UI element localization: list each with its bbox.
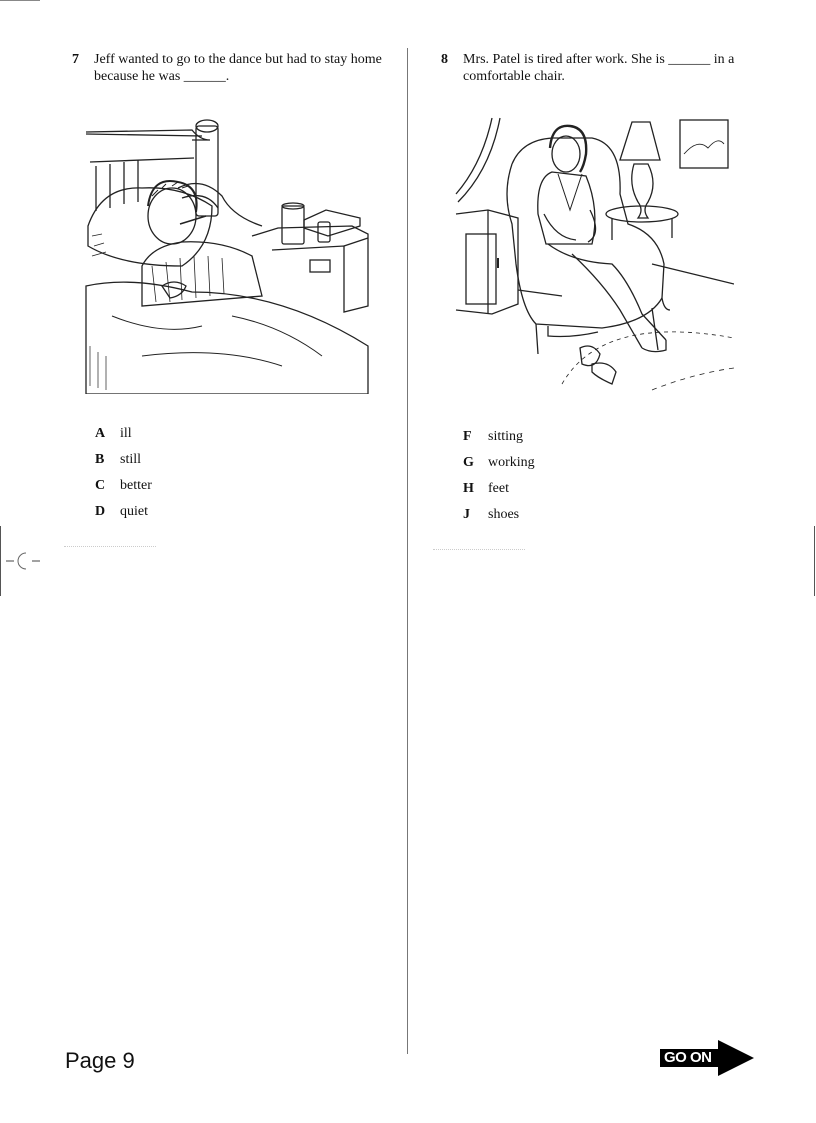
- answer-choice-h[interactable]: [463, 481, 535, 507]
- choice-letter: C: [95, 478, 106, 493]
- top-crop-mark: [0, 0, 40, 1]
- question-7: [72, 51, 392, 85]
- choices-question-7: [95, 426, 152, 530]
- choice-letter: H: [463, 481, 474, 496]
- answer-choice-a[interactable]: [95, 426, 152, 452]
- right-edge-mark: [814, 526, 815, 596]
- question-number: 8: [441, 52, 448, 67]
- faint-scan-mark: [433, 549, 525, 554]
- choice-letter: A: [95, 426, 106, 441]
- go-on-label: GO ON: [664, 1049, 712, 1066]
- choice-letter: J: [463, 507, 470, 522]
- answer-choice-c[interactable]: [95, 478, 152, 504]
- question-8: [441, 51, 761, 85]
- page-number: Page 9: [65, 1048, 135, 1073]
- choice-label: sitting: [488, 429, 524, 444]
- left-edge-mark: [0, 526, 1, 596]
- go-on-indicator: [660, 1040, 754, 1076]
- choice-letter: F: [463, 429, 472, 444]
- choice-label: better: [120, 478, 152, 493]
- faint-scan-mark: [64, 546, 156, 551]
- choices-question-8: [463, 429, 535, 533]
- answer-choice-j[interactable]: [463, 507, 535, 533]
- answer-choice-g[interactable]: [463, 455, 535, 481]
- choice-letter: G: [463, 455, 474, 470]
- sick-boy-in-bed-illustration: [82, 116, 372, 394]
- column-divider: [407, 48, 408, 1054]
- choice-label: shoes: [488, 507, 520, 522]
- choice-label: feet: [488, 481, 509, 496]
- answer-choice-b[interactable]: [95, 452, 152, 478]
- choice-label: still: [120, 452, 142, 467]
- answer-choice-f[interactable]: [463, 429, 535, 455]
- woman-in-armchair-illustration: [452, 114, 734, 394]
- answer-choice-d[interactable]: [95, 504, 152, 530]
- choice-label: working: [488, 455, 535, 470]
- question-text: Jeff wanted to go to the dance but had to stay home because he was ______.: [94, 52, 382, 84]
- choice-label: quiet: [120, 504, 148, 519]
- choice-letter: B: [95, 452, 105, 467]
- choice-letter: D: [95, 504, 106, 519]
- hole-punch-mark: [6, 551, 42, 571]
- choice-label: ill: [120, 426, 132, 441]
- question-text: Mrs. Patel is tired after work. She is ______ in a comfortable chair.: [463, 52, 735, 84]
- question-number: 7: [72, 52, 79, 67]
